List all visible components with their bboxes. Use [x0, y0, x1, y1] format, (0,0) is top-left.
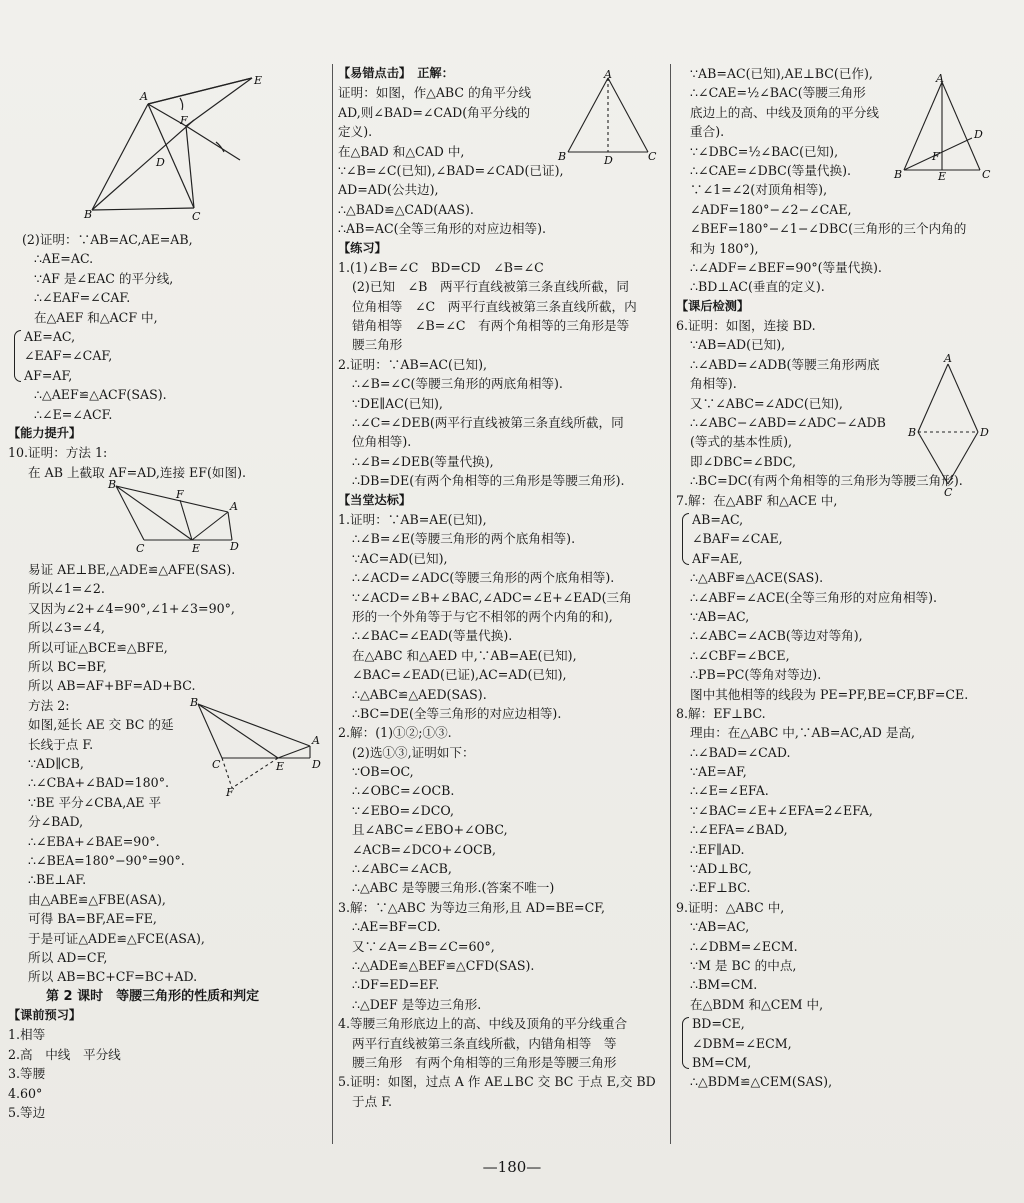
text-line: 理由：在△ABC 中,∵AB=AC,AD 是高, [690, 725, 916, 741]
text-line: ∴∠B=∠E(等腰三角形的两个底角相等). [352, 531, 576, 547]
text-line: ∠EAF=∠CAF, [24, 348, 113, 364]
text-line: ∴∠C=∠DEB(两平行直线被第三条直线所截，同 [352, 415, 624, 431]
text-line: 易证 AE⊥BE,△ADE≌△AFE(SAS). [28, 562, 236, 578]
text-line: 9.证明：△ABC 中, [676, 899, 785, 915]
text-line: (等式的基本性质), [690, 434, 792, 450]
text-line: 又∵∠ABC=∠ADC(已知), [690, 395, 843, 411]
text-line: 所以∠3=∠4, [28, 620, 105, 636]
text-line: 重合). [690, 124, 725, 140]
text-line: ∵AC=AD(已知), [352, 550, 448, 566]
text-line: ∴∠BEA=180°−90°=90°. [28, 852, 185, 868]
text-line: ∴∠ABF=∠ACE(全等三角形的对应角相等). [690, 589, 938, 605]
fig3-label-c: C [136, 542, 145, 554]
text-line: 在 AB 上截取 AF=AD,连接 EF(如图). [28, 464, 247, 480]
text-line: 于是可证△ADE≌△FCE(ASA), [28, 930, 205, 946]
text-line: 所以可证△BCE≌△BFE, [28, 639, 168, 655]
text-line: AB=AC, [692, 511, 744, 527]
text-line: ∴∠CBA+∠BAD=180°. [28, 775, 169, 791]
text-line: 在△BAD 和△CAD 中, [338, 143, 465, 159]
text-line: ∵AF 是∠EAC 的平分线, [34, 270, 174, 286]
text-line: ∴EF∥AD. [690, 841, 745, 857]
text-line: AF=AF, [24, 367, 73, 383]
text-line: ∴PB=PC(等角对等边). [690, 667, 822, 683]
text-line: ∵M 是 BC 的中点, [690, 957, 797, 973]
text-line: 两平行直线被第三条直线所截，内错角相等 等 [352, 1035, 617, 1051]
text-line: ∴∠OBC=∠OCB. [352, 783, 455, 799]
text-line: ∴∠ABD=∠ADB(等腰三角形两底 [690, 356, 880, 372]
fig5-label-a: A [936, 72, 944, 85]
text-line: 即∠DBC=∠BDC, [690, 453, 797, 469]
text-line: ∵AE=AF, [690, 764, 747, 780]
equation-system [676, 510, 1016, 568]
figure-space-3 [8, 482, 326, 560]
text-line: ∵∠ACD=∠B+∠BAC,∠ADC=∠E+∠EAD(三角 [352, 589, 632, 605]
fig4-label-c: C [212, 758, 221, 771]
text-line: 角相等). [690, 376, 737, 392]
text-line: 方法 2: [28, 697, 70, 713]
text-line: ∠BEF=180°−∠1−∠DBC(三角形的三个内角的 [690, 221, 967, 237]
fig1-label-f: F [180, 114, 188, 127]
text-line: ∴△BDM≌△CEM(SAS), [690, 1074, 833, 1090]
text-line: 2.解：(1)①②;①③. [338, 725, 452, 741]
text-line: 4.等腰三角形底边上的高、中线及顶角的平分线重合 [338, 1016, 628, 1032]
section-heading: 【课后检测】 [676, 298, 750, 313]
text-line: ∴BD⊥AC(垂直的定义). [690, 279, 825, 295]
fig5-label-e: E [938, 170, 947, 182]
text-line: 1.证明：∵AB=AE(已知), [338, 511, 487, 527]
text-line: ∵AB=AC, [690, 919, 750, 935]
figure-space-1 [8, 64, 326, 230]
text-line: ∴∠E=∠ACF. [34, 406, 113, 422]
text-line: 4.60° [8, 1085, 43, 1101]
fig3-label-e: E [192, 542, 201, 554]
text-line: AD,则∠BAD=∠CAD(角平分线的 [338, 104, 531, 120]
text-line: 和为 180°), [690, 240, 759, 256]
fig1-label-d: D [156, 156, 165, 169]
text-line: ∴∠ABC−∠ABD=∠ADC−∠ADB [690, 415, 886, 431]
text-line: ∵AB=AC(已知),AE⊥BC(已作), [690, 66, 873, 81]
text-line: 如图,延长 AE 交 BC 的延 [28, 717, 174, 733]
fig2-label-a: A [604, 70, 612, 81]
text-line: 5.等边 [8, 1105, 46, 1121]
fig5-label-c: C [982, 168, 991, 181]
text-line: 8.解：EF⊥BC. [676, 705, 766, 721]
text-line: 长线于点 F. [28, 736, 94, 752]
text-line: 6.证明：如图，连接 BD. [676, 318, 816, 334]
text-line: 所以 AB=BC+CF=BC+AD. [28, 969, 198, 985]
fig5-label-f: F [932, 150, 940, 163]
fig4-label-b: B [190, 696, 199, 709]
text-line: ∴∠BAC=∠EAD(等量代换). [352, 628, 513, 644]
section-heading: 【练习】 [338, 240, 387, 255]
text-line: 所以 BC=BF, [28, 659, 107, 675]
text-line: ∵∠EBO=∠DCO, [352, 802, 454, 818]
text-line: 定义). [338, 124, 373, 140]
text-line: 又∵∠A=∠B=∠C=60°, [352, 938, 495, 954]
text-line: ∴△ADE≌△BEF≌△CFD(SAS). [352, 957, 535, 973]
text-line: ∵∠DBC=½∠BAC(已知), [690, 143, 839, 159]
text-line: 10.证明：方法 1: [8, 445, 108, 461]
text-line: 所以 AD=CF, [28, 949, 108, 965]
text-line: ∴△ABC 是等腰三角形.(答案不唯一) [352, 880, 555, 896]
text-line: ∴∠CAE=½∠BAC(等腰三角形 [690, 85, 866, 101]
text-line: ∴∠DBM=∠ECM. [690, 938, 798, 954]
text-line: ∴BE⊥AF. [28, 872, 87, 888]
text-line: ∴△ABC≌△AED(SAS). [352, 686, 487, 702]
text-line: (2)证明：∵AB=AC,AE=AB, [22, 232, 193, 247]
text-line: 且∠ABC=∠EBO+∠OBC, [352, 822, 508, 838]
text-line: 又因为∠2+∠4=90°,∠1+∠3=90°, [28, 600, 235, 616]
fig4-label-f: F [226, 786, 234, 796]
text-line: 在△ABC 和△AED 中,∵AB=AE(已知), [352, 647, 577, 663]
column-3 [676, 64, 1016, 1092]
text-line: ∠BAF=∠CAE, [692, 531, 783, 547]
text-line: ∴∠BAD=∠CAD. [690, 744, 791, 760]
fig3-label-a: A [230, 500, 238, 513]
text-line: ∴EF⊥BC. [690, 880, 751, 896]
text-line: ∴∠EAF=∠CAF. [34, 290, 131, 306]
text-line: 底边上的高、中线及顶角的平分线 [690, 104, 879, 120]
fig5-label-d: D [974, 128, 983, 141]
text-line: ∴∠EBA+∠BAE=90°. [28, 833, 160, 849]
text-line: ∵OB=OC, [352, 764, 414, 780]
text-line: 可得 BA=BF,AE=FE, [28, 911, 157, 927]
text-line: ∵AB=AC, [690, 608, 750, 624]
text-line: (2)选①③,证明如下： [352, 744, 475, 760]
text-line: ∴△BAD≌△CAD(AAS). [338, 201, 474, 217]
column-divider-2 [670, 64, 671, 1144]
fig6-label-c: C [944, 486, 953, 499]
text-line: 错角相等 ∠B=∠C 有两个角相等的三角形是等 [352, 318, 630, 334]
text-line: 位角相等 ∠C 两平行直线被第三条直线所截，内 [352, 298, 637, 314]
fig4-label-d: D [312, 758, 321, 771]
column-1 [8, 64, 326, 1122]
fig6-label-b: B [908, 426, 917, 439]
section-heading: 【能力提升】 [8, 425, 82, 440]
text-line: (2)已知 ∠B 两平行直线被第三条直线所截，同 [352, 279, 629, 295]
fig3-label-f: F [176, 488, 184, 501]
section-heading: 【课前预习】 [8, 1008, 82, 1023]
text-line: ∴BC=DC(有两个角相等的三角形为等腰三角形). [690, 473, 963, 489]
text-line: 5.证明：如图，过点 A 作 AE⊥BC 交 BC 于点 E,交 BD [338, 1074, 656, 1090]
text-line: 1.(1)∠B=∠C BD=CD ∠B=∠C [338, 259, 544, 275]
text-line: 证明：如图，作△ABC 的角平分线 [338, 85, 532, 101]
page-number: —180— [482, 1158, 542, 1176]
text-line: 1.相等 [8, 1027, 46, 1043]
fig3-label-d: D [230, 540, 239, 553]
text-line: ∠DBM=∠ECM, [692, 1035, 792, 1051]
fig6-label-d: D [980, 426, 989, 439]
text-line: 腰三角形 [352, 337, 403, 353]
fig4-label-a: A [312, 734, 320, 747]
text-line: ∵BE 平分∠CBA,AE 平 [28, 794, 162, 810]
fig1-label-e: E [254, 74, 263, 87]
text-line: ∠ADF=180°−∠2−∠CAE, [690, 201, 852, 217]
section-heading: 【当堂达标】 [338, 492, 412, 507]
equation-system [8, 327, 326, 385]
fig6-label-a: A [944, 352, 952, 365]
text-line: ∠ACB=∠DCO+∠OCB, [352, 841, 497, 857]
text-line: ∴∠B=∠C(等腰三角形的两底角相等). [352, 376, 563, 392]
text-line: ∴DB=DE(有两个角相等的三角形是等腰三角形). [352, 473, 625, 489]
text-line: 图中其他相等的线段为 PE=PF,BE=CF,BF=CE. [690, 686, 969, 702]
text-line: 由△ABE≌△FBE(ASA), [28, 891, 166, 907]
fig1-label-a: A [140, 90, 148, 103]
text-line: ∴AE=BF=CD. [352, 919, 441, 935]
text-line: ∵AD∥CB, [28, 755, 84, 771]
lesson-title: 第 2 课时 等腰三角形的性质和判定 [46, 988, 260, 1004]
text-line: ∴BC=DE(全等三角形的对应边相等). [352, 705, 562, 721]
text-line: 3.解：∵△ABC 为等边三角形,且 AD=BE=CF, [338, 899, 606, 915]
text-line: 形的一个外角等于与它不相邻的两个内角的和), [352, 608, 613, 624]
text-line: BD=CE, [692, 1016, 745, 1032]
fig2-label-d: D [604, 154, 613, 166]
fig2-label-b: B [558, 150, 567, 163]
fig2-label-c: C [648, 150, 657, 163]
column-divider-1 [332, 64, 333, 1144]
text-line: ∴△DEF 是等边三角形. [352, 996, 482, 1012]
text-line: ∵DE∥AC(已知), [352, 395, 443, 411]
text-line: ∴∠EFA=∠BAD, [690, 822, 788, 838]
text-line: ∴AE=AC. [34, 251, 94, 267]
text-line: 7.解：在△ABF 和△ACE 中, [676, 492, 838, 508]
fig1-label-b: B [84, 208, 93, 220]
column-2 [338, 64, 666, 1111]
text-line: 3.等腰 [8, 1066, 46, 1082]
fig1-label-c: C [192, 210, 201, 220]
text-line: ∵AD⊥BC, [690, 861, 752, 877]
text-line: ∴∠ABC=∠ACB(等边对等角), [690, 628, 863, 644]
fig3-label-b: B [108, 478, 117, 491]
text-line: ∴AB=AC(全等三角形的对应边相等). [338, 221, 547, 237]
text-line: ∠BAC=∠EAD(已证),AC=AD(已知), [352, 667, 567, 683]
text-line: ∴△ABF≌△ACE(SAS). [690, 570, 824, 586]
text-line: ∴∠CAE=∠DBC(等量代换). [690, 162, 852, 178]
text-line: AD=AD(公共边), [338, 182, 439, 198]
text-line: 2.高 中线 平分线 [8, 1046, 121, 1062]
section-heading: 【易错点击】 正解： [338, 66, 454, 80]
text-line: 在△AEF 和△ACF 中, [34, 309, 158, 325]
text-line: ∴∠ADF=∠BEF=90°(等量代换). [690, 259, 882, 275]
text-line: BM=CM, [692, 1054, 752, 1070]
text-line: ∵AB=AD(已知), [690, 337, 786, 353]
text-line: ∴∠ACD=∠ADC(等腰三角形的两个底角相等). [352, 570, 615, 586]
text-line: ∴DF=ED=EF. [352, 977, 440, 993]
text-line: AE=AC, [24, 328, 76, 344]
text-line: 所以 AB=AF+BF=AD+BC. [28, 678, 196, 694]
text-line: ∴∠ABC=∠ACB, [352, 861, 452, 877]
fig4-label-e: E [276, 760, 285, 773]
text-line: 在△BDM 和△CEM 中, [690, 996, 824, 1012]
text-line: ∴∠B=∠DEB(等量代换), [352, 453, 494, 469]
text-line: ∵∠BAC=∠E+∠EFA=2∠EFA, [690, 802, 873, 818]
text-line: ∴BM=CM. [690, 977, 758, 993]
fig5-label-b: B [894, 168, 903, 181]
text-line: ∴∠CBF=∠BCE, [690, 647, 790, 663]
text-line: ∴∠E=∠EFA. [690, 783, 769, 799]
text-line: 所以∠1=∠2. [28, 581, 105, 597]
text-line: 2.证明：∵AB=AC(已知), [338, 356, 488, 372]
text-line: ∴△AEF≌△ACF(SAS). [34, 387, 167, 403]
equation-system [676, 1014, 1016, 1072]
text-line: ∵∠B=∠C(已知),∠BAD=∠CAD(已证), [338, 162, 564, 178]
text-line: ∵∠1=∠2(对顶角相等), [690, 182, 828, 198]
text-line: 腰三角形 有两个角相等的三角形是等腰三角形 [352, 1054, 617, 1070]
text-line: AF=AE, [692, 550, 743, 566]
text-line: 分∠BAD, [28, 814, 84, 830]
text-line: 于点 F. [352, 1093, 392, 1109]
text-line: 位角相等). [352, 434, 412, 450]
